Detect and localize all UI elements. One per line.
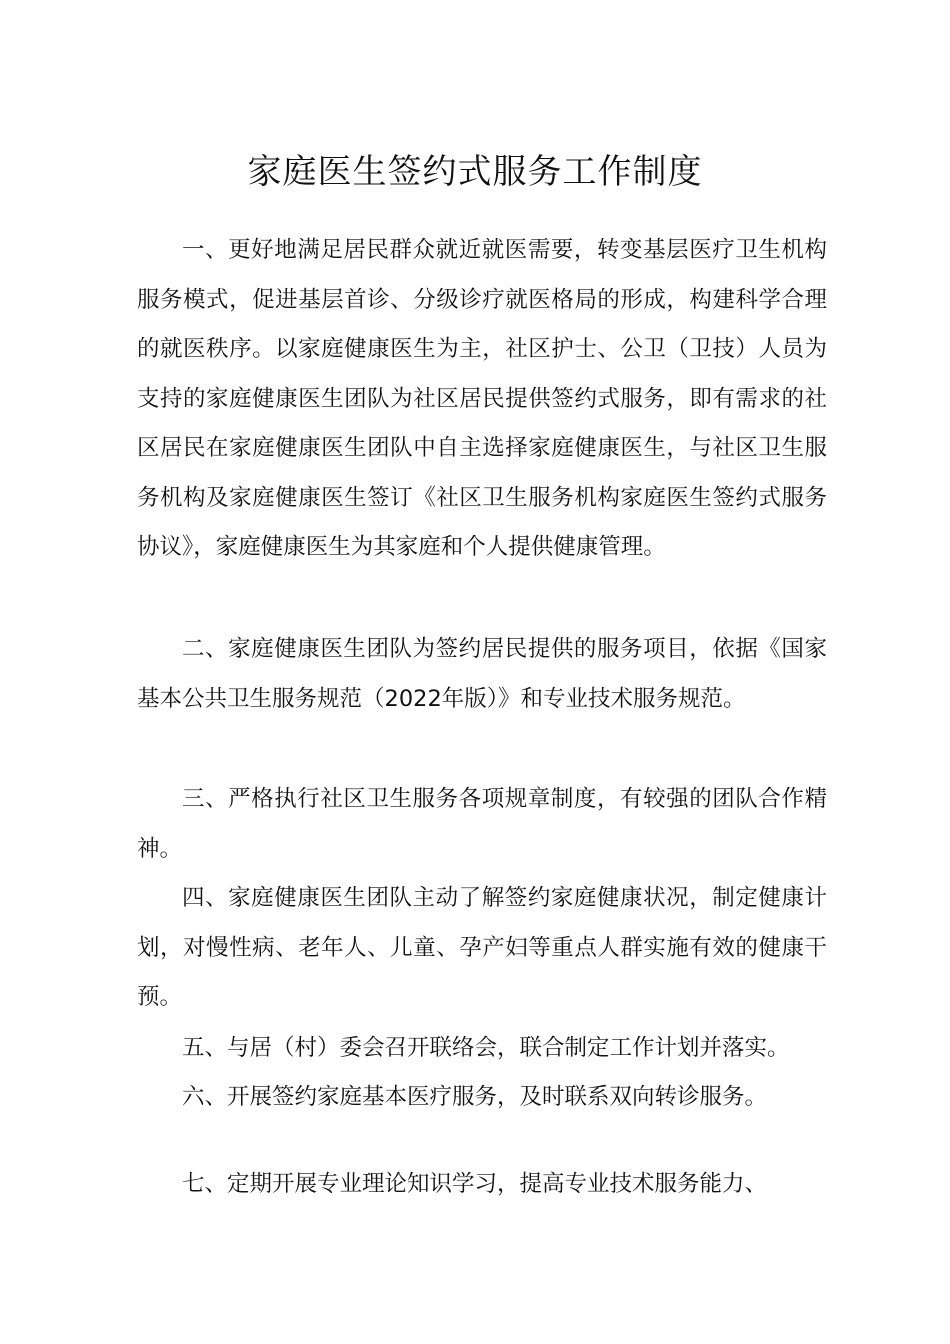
paragraph-2: 二、家庭健康医生团队为签约居民提供的服务项目，依据《国家基本公共卫生服务规范（2022年版）》和专业技术服务规范。 xyxy=(137,636,827,712)
paragraph-6: 六、开展签约家庭基本医疗服务，及时联系双向转诊服务。 xyxy=(182,1084,768,1110)
paragraph-3: 三、严格执行社区卫生服务各项规章制度，有较强的团队合作精神。 xyxy=(137,786,827,862)
paragraph-4: 四、家庭健康医生团队主动了解签约家庭健康状况，制定健康计划，对慢性病、老年人、儿童、孕产妇等重点人群实施有效的健康干预。 xyxy=(137,885,827,1010)
paragraph-1: 一、更好地满足居民群众就近就医需要，转变基层医疗卫生机构服务模式，促进基层首诊、分级诊疗就医格局的形成，构建科学合理的就医秩序。以家庭健康医生为主，社区护士、公卫（卫技）人员为支持的家庭健康医生团队为社区居民提供签约式服务，即有需求的社区居民在家庭健康医生团队中自主选择家庭健康医生，与社区卫生服务机构及家庭健康医生签订《社区卫生服务机构家庭医生签约式服务协议》，家庭健康医生为其家庭和个人提供健康管理。 xyxy=(137,237,827,560)
paragraph-5: 五、与居（村）委会召开联络会，联合制定工作计划并落实。 xyxy=(182,1035,790,1061)
paragraph-7: 七、定期开展专业理论知识学习，提高专业技术服务能力、 xyxy=(182,1171,768,1197)
document-title: 家庭医生签约式服务工作制度 xyxy=(247,151,703,192)
